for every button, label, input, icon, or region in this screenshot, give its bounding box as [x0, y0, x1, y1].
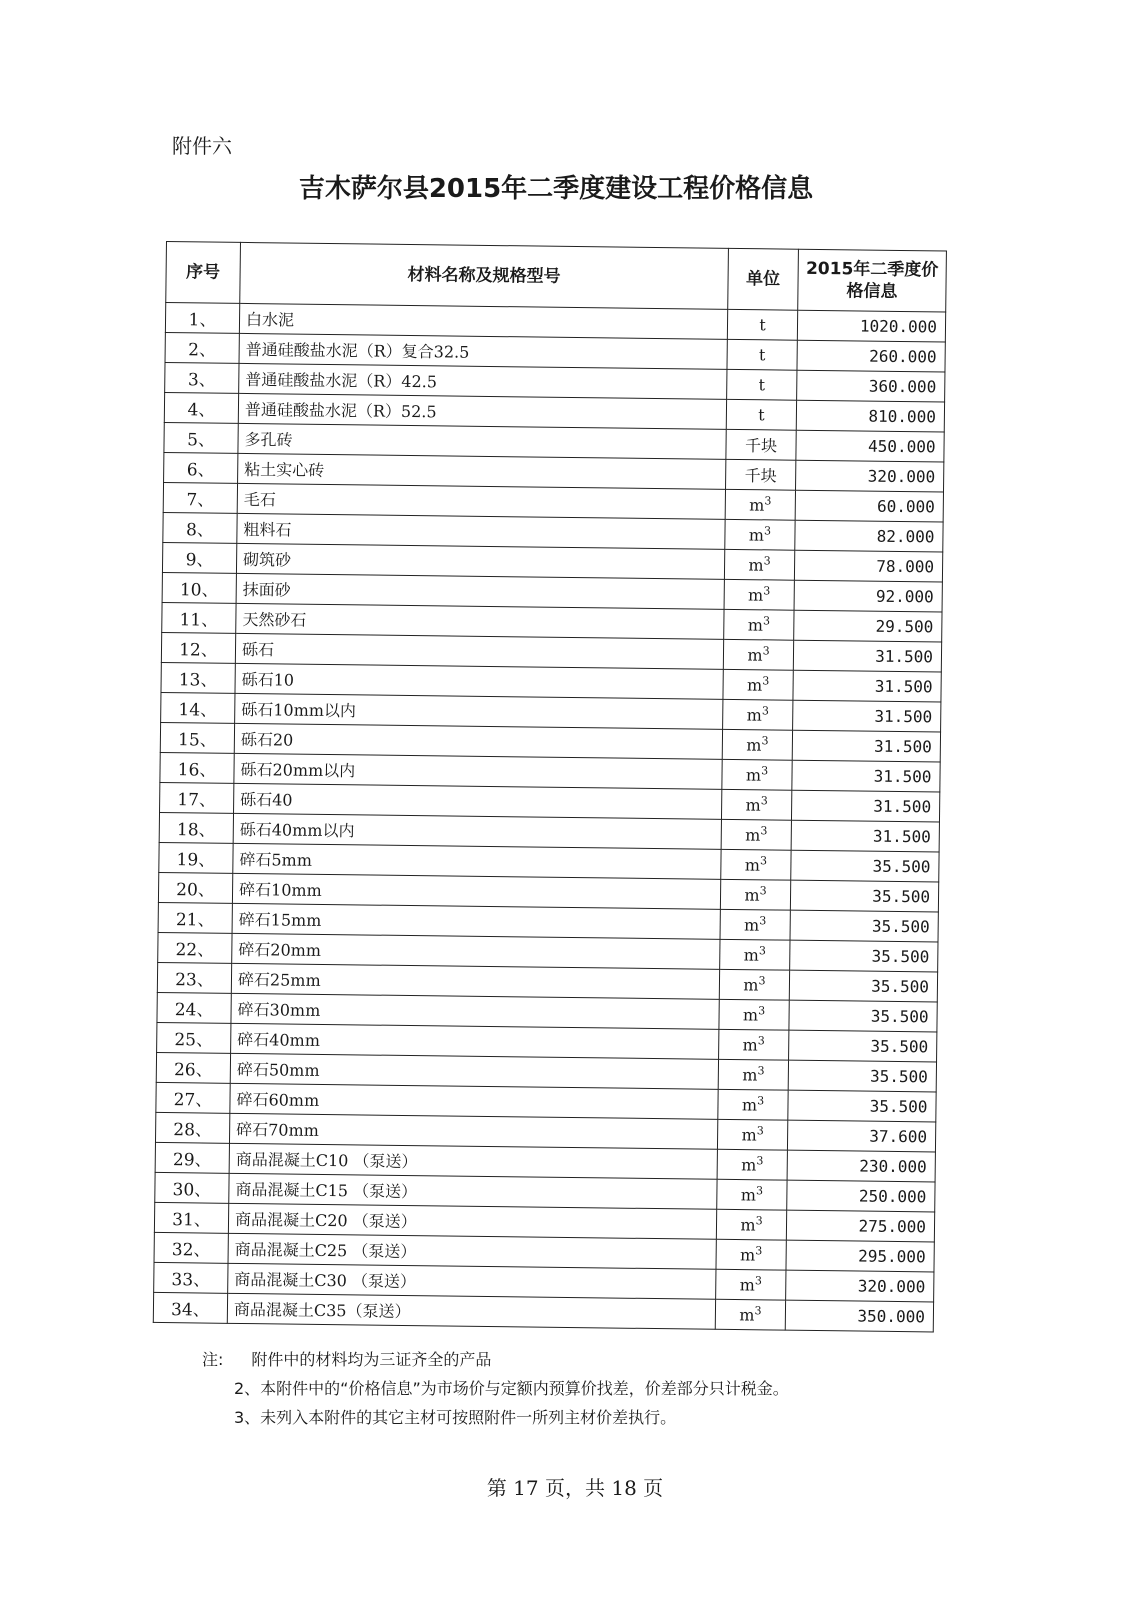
row-unit: $m^3$ — [719, 999, 789, 1030]
row-name: 商品混凝土C25 （泵送） — [228, 1233, 716, 1269]
row-index: 22、 — [158, 932, 232, 963]
row-price: 1020.000 — [797, 310, 945, 342]
row-unit: $m^3$ — [720, 879, 790, 910]
table-body — [153, 303, 945, 1332]
row-index: 9、 — [162, 542, 236, 573]
row-name: 天然砂石 — [236, 603, 724, 639]
row-name: 砾石10 — [235, 663, 723, 699]
row-index: 27、 — [156, 1082, 230, 1113]
row-index: 16、 — [160, 752, 234, 783]
row-name: 砾石20 — [234, 723, 722, 759]
row-price: 31.500 — [793, 640, 941, 672]
header-price-label: 2015年二季度价格信息 — [805, 258, 939, 302]
row-unit: $m^3$ — [717, 1179, 787, 1210]
row-price: 35.500 — [790, 910, 938, 942]
row-price: 360.000 — [797, 370, 945, 402]
row-index: 15、 — [160, 722, 234, 753]
row-unit: $m^3$ — [717, 1119, 787, 1150]
row-index: 3、 — [165, 362, 239, 393]
row-name: 普通硅酸盐水泥（R）52.5 — [238, 393, 726, 429]
row-name: 碎石5mm — [233, 843, 721, 879]
row-name: 商品混凝土C10 （泵送） — [229, 1143, 717, 1179]
row-index: 7、 — [163, 482, 237, 513]
row-unit: $m^3$ — [718, 1059, 788, 1090]
row-name: 砾石10mm以内 — [235, 693, 723, 729]
row-price: 31.500 — [792, 730, 940, 762]
row-index: 31、 — [154, 1202, 228, 1233]
row-index: 8、 — [163, 512, 237, 543]
row-unit: 千块 — [726, 429, 796, 460]
row-unit: t — [727, 369, 797, 400]
row-name: 商品混凝土C35（泵送） — [227, 1293, 715, 1329]
row-price: 250.000 — [787, 1180, 935, 1212]
row-price: 35.500 — [791, 850, 939, 882]
row-name: 碎石50mm — [230, 1053, 718, 1089]
header-price — [798, 249, 947, 312]
row-unit: $m^3$ — [725, 519, 795, 550]
row-price: 29.500 — [794, 610, 942, 642]
row-unit: $m^3$ — [725, 489, 795, 520]
row-unit: t — [727, 309, 797, 340]
row-index: 26、 — [156, 1052, 230, 1083]
row-index: 23、 — [157, 962, 231, 993]
row-name: 砌筑砂 — [236, 543, 724, 579]
row-name: 碎石25mm — [231, 963, 719, 999]
row-unit: $m^3$ — [720, 939, 790, 970]
row-unit: $m^3$ — [723, 669, 793, 700]
row-name: 粗料石 — [237, 513, 725, 549]
row-price: 92.000 — [794, 580, 942, 612]
row-name: 碎石70mm — [229, 1113, 717, 1149]
row-name: 碎石10mm — [232, 873, 720, 909]
row-name: 商品混凝土C15 （泵送） — [229, 1173, 717, 1209]
row-price: 31.500 — [792, 760, 940, 792]
row-name: 多孔砖 — [238, 423, 726, 459]
row-unit: $m^3$ — [716, 1269, 786, 1300]
row-index: 25、 — [157, 1022, 231, 1053]
price-table — [153, 241, 947, 1332]
row-index: 17、 — [160, 782, 234, 813]
row-name: 碎石15mm — [232, 903, 720, 939]
row-name: 抹面砂 — [236, 573, 724, 609]
row-unit: $m^3$ — [721, 849, 791, 880]
row-price: 275.000 — [786, 1210, 934, 1242]
notes-section — [202, 1345, 789, 1432]
row-index: 32、 — [154, 1232, 228, 1263]
row-name: 碎石60mm — [230, 1083, 718, 1119]
row-unit: $m^3$ — [724, 579, 794, 610]
row-unit: $m^3$ — [722, 729, 792, 760]
row-price: 35.500 — [790, 880, 938, 912]
row-unit: $m^3$ — [716, 1239, 786, 1270]
row-price: 320.000 — [786, 1270, 934, 1302]
row-index: 20、 — [158, 872, 232, 903]
row-name: 砾石40mm以内 — [233, 813, 721, 849]
row-price: 37.600 — [787, 1120, 935, 1152]
row-index: 28、 — [155, 1112, 229, 1143]
row-price: 260.000 — [797, 340, 945, 372]
row-price: 350.000 — [785, 1300, 933, 1332]
row-name: 碎石30mm — [231, 993, 719, 1029]
row-price: 35.500 — [788, 1090, 936, 1122]
row-name: 砾石40 — [234, 783, 722, 819]
row-name: 碎石20mm — [232, 933, 720, 969]
row-price: 810.000 — [796, 400, 944, 432]
row-name: 毛石 — [237, 483, 725, 519]
row-index: 18、 — [159, 812, 233, 843]
row-unit: t — [727, 339, 797, 370]
notes-label: 注: — [202, 1350, 224, 1369]
page-title: 吉木萨尔县2015年二季度建设工程价格信息 — [298, 174, 814, 204]
row-index: 19、 — [159, 842, 233, 873]
row-price: 230.000 — [787, 1150, 935, 1182]
row-index: 13、 — [161, 662, 235, 693]
row-index: 24、 — [157, 992, 231, 1023]
page-footer: 第 17 页，共 18 页 — [486, 1476, 664, 1500]
row-price: 31.500 — [791, 820, 939, 852]
row-price: 320.000 — [796, 460, 944, 492]
row-price: 450.000 — [796, 430, 944, 462]
row-price: 78.000 — [794, 550, 942, 582]
row-unit: $m^3$ — [718, 1089, 788, 1120]
row-name: 砾石20mm以内 — [234, 753, 722, 789]
row-unit: $m^3$ — [716, 1209, 786, 1240]
row-unit: $m^3$ — [715, 1299, 785, 1330]
row-price: 31.500 — [793, 670, 941, 702]
attachment-label: 附件六 — [172, 134, 232, 158]
row-index: 11、 — [162, 602, 236, 633]
row-name: 白水泥 — [239, 303, 727, 339]
row-price: 35.500 — [790, 940, 938, 972]
row-price: 295.000 — [786, 1240, 934, 1272]
row-index: 1、 — [165, 303, 239, 334]
row-unit: t — [726, 399, 796, 430]
row-name: 商品混凝土C20 （泵送） — [228, 1203, 716, 1239]
row-price: 82.000 — [795, 520, 943, 552]
row-index: 29、 — [155, 1142, 229, 1173]
row-unit: $m^3$ — [723, 639, 793, 670]
row-index: 21、 — [158, 902, 232, 933]
row-index: 10、 — [162, 572, 236, 603]
row-unit: $m^3$ — [717, 1149, 787, 1180]
row-unit: $m^3$ — [724, 609, 794, 640]
note-item: 2、本附件中的“价格信息”为市场价与定额内预算价找差，价差部分只计税金。 — [234, 1379, 789, 1398]
row-index: 5、 — [164, 422, 238, 453]
row-unit: $m^3$ — [721, 819, 791, 850]
row-index: 6、 — [164, 452, 238, 483]
note-item: 3、未列入本附件的其它主材可按照附件一所列主材价差执行。 — [234, 1408, 677, 1427]
row-index: 33、 — [154, 1262, 228, 1293]
row-unit: $m^3$ — [723, 699, 793, 730]
row-unit: $m^3$ — [721, 789, 791, 820]
row-index: 14、 — [161, 692, 235, 723]
row-name: 碎石40mm — [231, 1023, 719, 1059]
row-price: 31.500 — [791, 790, 939, 822]
row-name: 砾石 — [235, 633, 723, 669]
row-price: 35.500 — [789, 970, 937, 1002]
row-unit: 千块 — [726, 459, 796, 490]
row-name: 普通硅酸盐水泥（R）42.5 — [239, 363, 727, 399]
header-unit: 单位 — [728, 248, 799, 310]
row-index: 2、 — [165, 332, 239, 363]
row-name: 商品混凝土C30 （泵送） — [228, 1263, 716, 1299]
price-table-wrapper — [153, 241, 947, 1332]
header-index: 序号 — [166, 242, 241, 304]
header-name: 材料名称及规格型号 — [240, 242, 729, 309]
row-name: 粘土实心砖 — [238, 453, 726, 489]
row-price: 31.500 — [793, 700, 941, 732]
row-index: 12、 — [161, 632, 235, 663]
row-index: 4、 — [164, 392, 238, 423]
row-unit: $m^3$ — [724, 549, 794, 580]
table-header-row — [166, 242, 947, 313]
note-item: 附件中的材料均为三证齐全的产品 — [251, 1350, 492, 1369]
row-price: 35.500 — [788, 1060, 936, 1092]
row-unit: $m^3$ — [722, 759, 792, 790]
row-price: 35.500 — [789, 1030, 937, 1062]
row-unit: $m^3$ — [719, 1029, 789, 1060]
row-index: 30、 — [155, 1172, 229, 1203]
row-price: 60.000 — [795, 490, 943, 522]
row-unit: $m^3$ — [720, 909, 790, 940]
row-name: 普通硅酸盐水泥（R）复合32.5 — [239, 333, 727, 369]
row-unit: $m^3$ — [719, 969, 789, 1000]
row-index: 34、 — [153, 1292, 227, 1323]
row-price: 35.500 — [789, 1000, 937, 1032]
